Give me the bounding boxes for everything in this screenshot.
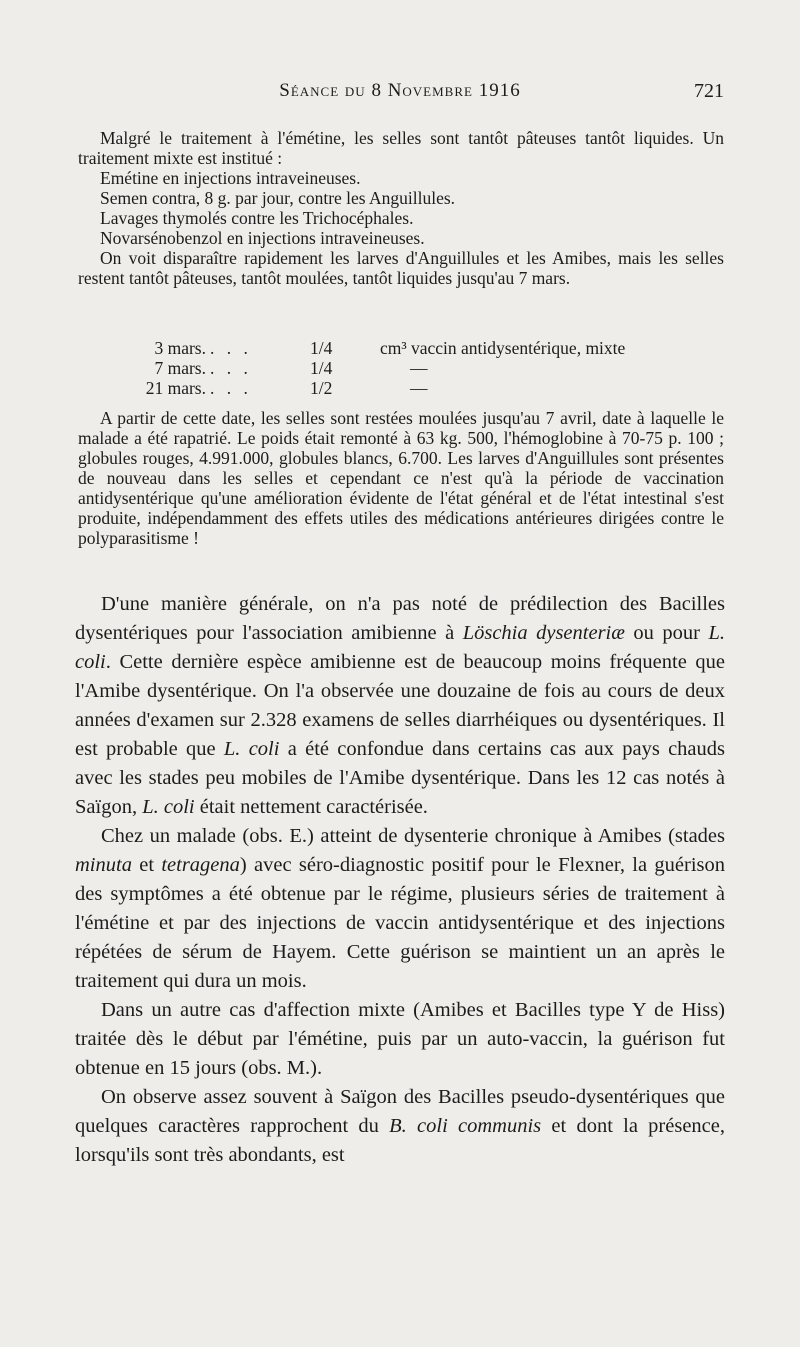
text-run: D'une manière générale, on n'a pas noté de prédilection des Bacilles dysentériques pour l'association amibienne à xyxy=(75,593,725,644)
text-run: Chez un malade (obs. E.) atteint de dysenterie chronique à Amibes (stades xyxy=(101,825,725,847)
text-run: a été confondue dans certains cas aux pays chauds avec les stades peu mobiles de l'Amibe dysentérique. Dans les 12 cas notés à Saïgon, xyxy=(75,738,725,818)
case-notes-block xyxy=(78,128,724,288)
treatment-line: Semen contra, 8 g. par jour, contre les Anguillules. xyxy=(100,188,456,208)
vaccination-table xyxy=(110,338,710,398)
text-run: était nettement caractérisée. xyxy=(194,796,428,818)
species-name: Löschia dysenteriæ xyxy=(462,622,625,644)
table-cell-dots: . . . xyxy=(210,378,252,398)
table-cell-dots: . . . xyxy=(210,358,252,378)
table-cell-desc: — xyxy=(410,378,428,398)
treatment-line: Novarsénobenzol en injections intraveineuses. xyxy=(100,228,425,248)
paragraph xyxy=(75,822,725,996)
paragraph: Dans un autre cas d'affection mixte (Amibes et Bacilles type Y de Hiss) traitée dès le début par l'émétine, puis par un auto-vaccin, la guérison fut obtenue en 15 jours (obs. M.). xyxy=(75,999,725,1079)
table-cell-dose: 1/4 xyxy=(310,358,333,378)
page-number: 721 xyxy=(694,80,724,102)
table-cell-dose: 1/2 xyxy=(310,378,333,398)
treatment-line: Emétine en injections intraveineuses. xyxy=(100,168,361,188)
results-block xyxy=(78,408,724,548)
table-row xyxy=(110,358,710,378)
stage-name: minuta xyxy=(75,854,132,876)
text-run: On observe assez souvent à Saïgon des Bacilles pseudo-dysentériques que quelques caractères rapprochent du xyxy=(75,1086,725,1137)
species-name: B. coli communis xyxy=(389,1115,542,1137)
text-run: et xyxy=(131,854,162,876)
table-cell-dots: . . . xyxy=(210,338,252,358)
table-cell-desc: — xyxy=(410,358,428,378)
table-row xyxy=(110,378,710,398)
paragraph: Malgré le traitement à l'émétine, les selles sont tantôt pâteuses tantôt liquides. Un traitement mixte est institué : xyxy=(78,128,724,168)
table-cell-date: 3 mars. xyxy=(154,338,206,358)
species-name: L. coli xyxy=(223,738,280,760)
running-title: Séance du 8 Novembre 1916 xyxy=(279,80,521,101)
text-run: ) avec séro-diagnostic positif pour le Flexner, la guérison des symptômes a été obtenue par le régime, plusieurs séries de traitement à l'émétine et par des injections de vaccin antidysentérique et des injections répétées de sérum de Hayem. Cette guérison se maintient un an après le traitement qui dura un mois. xyxy=(75,854,725,992)
text-run: et dont la présence, lorsqu'ils sont très abondants, est xyxy=(75,1115,725,1166)
paragraph: On voit disparaître rapidement les larves d'Anguillules et les Amibes, mais les selles restent tantôt pâteuses, tantôt moulées, tantôt liquides jusqu'au 7 mars. xyxy=(78,248,724,288)
table-cell-dose: 1/4 xyxy=(310,338,333,358)
text-run: ou pour xyxy=(624,622,709,644)
table-row xyxy=(110,338,710,358)
species-name: L. coli xyxy=(75,622,725,673)
paragraph: A partir de cette date, les selles sont restées moulées jusqu'au 7 avril, date à laquelle le malade a été rapatrié. Le poids était remonté à 63 kg. 500, l'hémoglobine à 70-75 p. 100 ; globules rouges, 4.991.000, globules blancs, 6.700. Les larves d'Anguillules sont présentes de nouveau dans les selles et cependant ce n'est qu'à la période de vaccination antidysentérique qu'une amélioration évidente de l'état général et de l'état intestinal s'est produite, indépendamment des effets utiles des médications antérieures dirigées contre le polyparasitisme ! xyxy=(78,408,724,548)
species-name: L. coli xyxy=(142,796,195,818)
treatment-line: Lavages thymolés contre les Trichocéphales. xyxy=(100,208,414,228)
table-cell-date: 21 mars. xyxy=(145,378,206,398)
table-cell-desc: cm³ vaccin antidysentérique, mixte xyxy=(380,338,626,358)
page-header xyxy=(76,80,724,110)
table-cell-date: 7 mars. xyxy=(154,358,206,378)
stage-name: tetragena xyxy=(161,854,240,876)
paragraph xyxy=(75,1083,725,1170)
text-run: . Cette dernière espèce amibienne est de beaucoup moins fréquente que l'Amibe dysentérique. On l'a observée une douzaine de fois au cours de deux années d'examen sur 2.328 examens de selles diarrhéiques ou dysentériques. Il est probable que xyxy=(75,651,725,760)
main-text xyxy=(75,590,725,1170)
paragraph xyxy=(75,590,725,822)
